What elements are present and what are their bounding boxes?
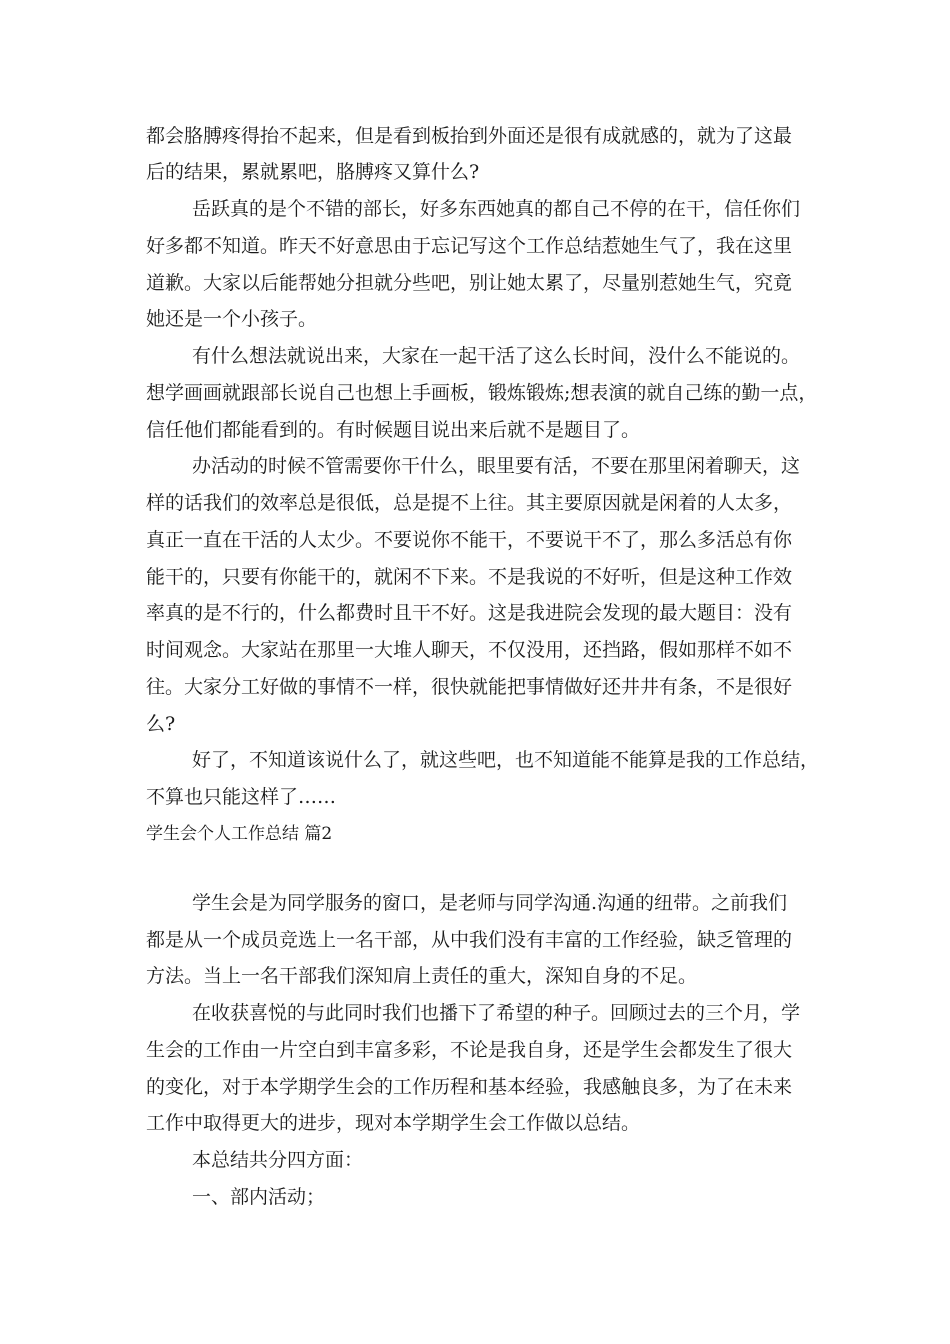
text-line: 生会的工作由一片空白到丰富多彩，不论是我自身，还是学生会都发生了很大	[146, 1039, 793, 1061]
text-line: 的变化，对于本学期学生会的工作历程和基本经验，我感触良多，为了在未来	[146, 1076, 793, 1098]
text-line: 真正一直在干活的人太少。不要说你不能干，不要说干不了，那么多活总有你	[146, 529, 793, 551]
text-line: 岳跃真的是个不错的部长，好多东西她真的都自己不停的在干，信任你们	[192, 198, 801, 220]
text-line: 样的话我们的效率总是很低，总是提不上往。其主要原因就是闲着的人太多，	[146, 492, 793, 514]
text-line: 时间观念。大家站在那里一大堆人聊天，不仅没用，还挡路，假如那样不如不	[146, 639, 793, 661]
text-line: 后的结果，累就累吧，胳膊疼又算什么?	[146, 161, 480, 183]
text-line: 率真的是不行的，什么都费时且干不好。这是我进院会发现的最大题目：没有	[146, 602, 793, 624]
text-line: 道歉。大家以后能帮她分担就分些吧，别让她太累了，尽量别惹她生气，究竟	[146, 272, 793, 294]
text-line: 本总结共分四方面：	[192, 1149, 364, 1171]
text-line: 一、部内活动；	[192, 1186, 326, 1208]
text-line: 想学画画就跟部长说自己也想上手画板，锻炼锻炼;想表演的就自己练的勤一点，	[146, 382, 818, 404]
text-line: 往。大家分工好做的事情不一样，很快就能把事情做好还井井有条，不是很好	[146, 676, 793, 698]
text-line: 好多都不知道。昨天不好意思由于忘记写这个工作总结惹她生气了，我在这里	[146, 235, 793, 257]
text-line: 能干的，只要有你能干的，就闲不下来。不是我说的不好听，但是这种工作效	[146, 566, 793, 588]
text-line: 学生会是为同学服务的窗口，是老师与同学沟通.沟通的纽带。之前我们	[192, 892, 788, 914]
text-line: 不算也只能这样了……	[146, 786, 337, 808]
text-line: 么?	[146, 713, 176, 735]
text-line: 方法。当上一名干部我们深知肩上责任的重大，深知自身的不足。	[146, 965, 698, 987]
text-line: 都会胳膊疼得抬不起来，但是看到板抬到外面还是很有成就感的，就为了这最	[146, 125, 793, 147]
text-line: 有什么想法就说出来，大家在一起干活了这么长时间，没什么不能说的。	[192, 345, 801, 367]
text-line: 在收获喜悦的与此同时我们也播下了希望的种子。回顾过去的三个月，学	[192, 1002, 801, 1024]
text-line: 办活动的时候不管需要你干什么，眼里要有活，不要在那里闲着聊天，这	[192, 455, 801, 477]
section-heading: 学生会个人工作总结 篇2	[146, 824, 333, 844]
text-line: 工作中取得更大的进步，现对本学期学生会工作做以总结。	[146, 1112, 641, 1134]
text-line: 她还是一个小孩子。	[146, 308, 318, 330]
text-line: 信任他们都能看到的。有时候题目说出来后就不是题目了。	[146, 419, 641, 441]
text-line: 好了，不知道该说什么了，就这些吧，也不知道能不能算是我的工作总结，	[192, 749, 820, 771]
text-line: 都是从一个成员竞选上一名干部，从中我们没有丰富的工作经验，缺乏管理的	[146, 929, 793, 951]
